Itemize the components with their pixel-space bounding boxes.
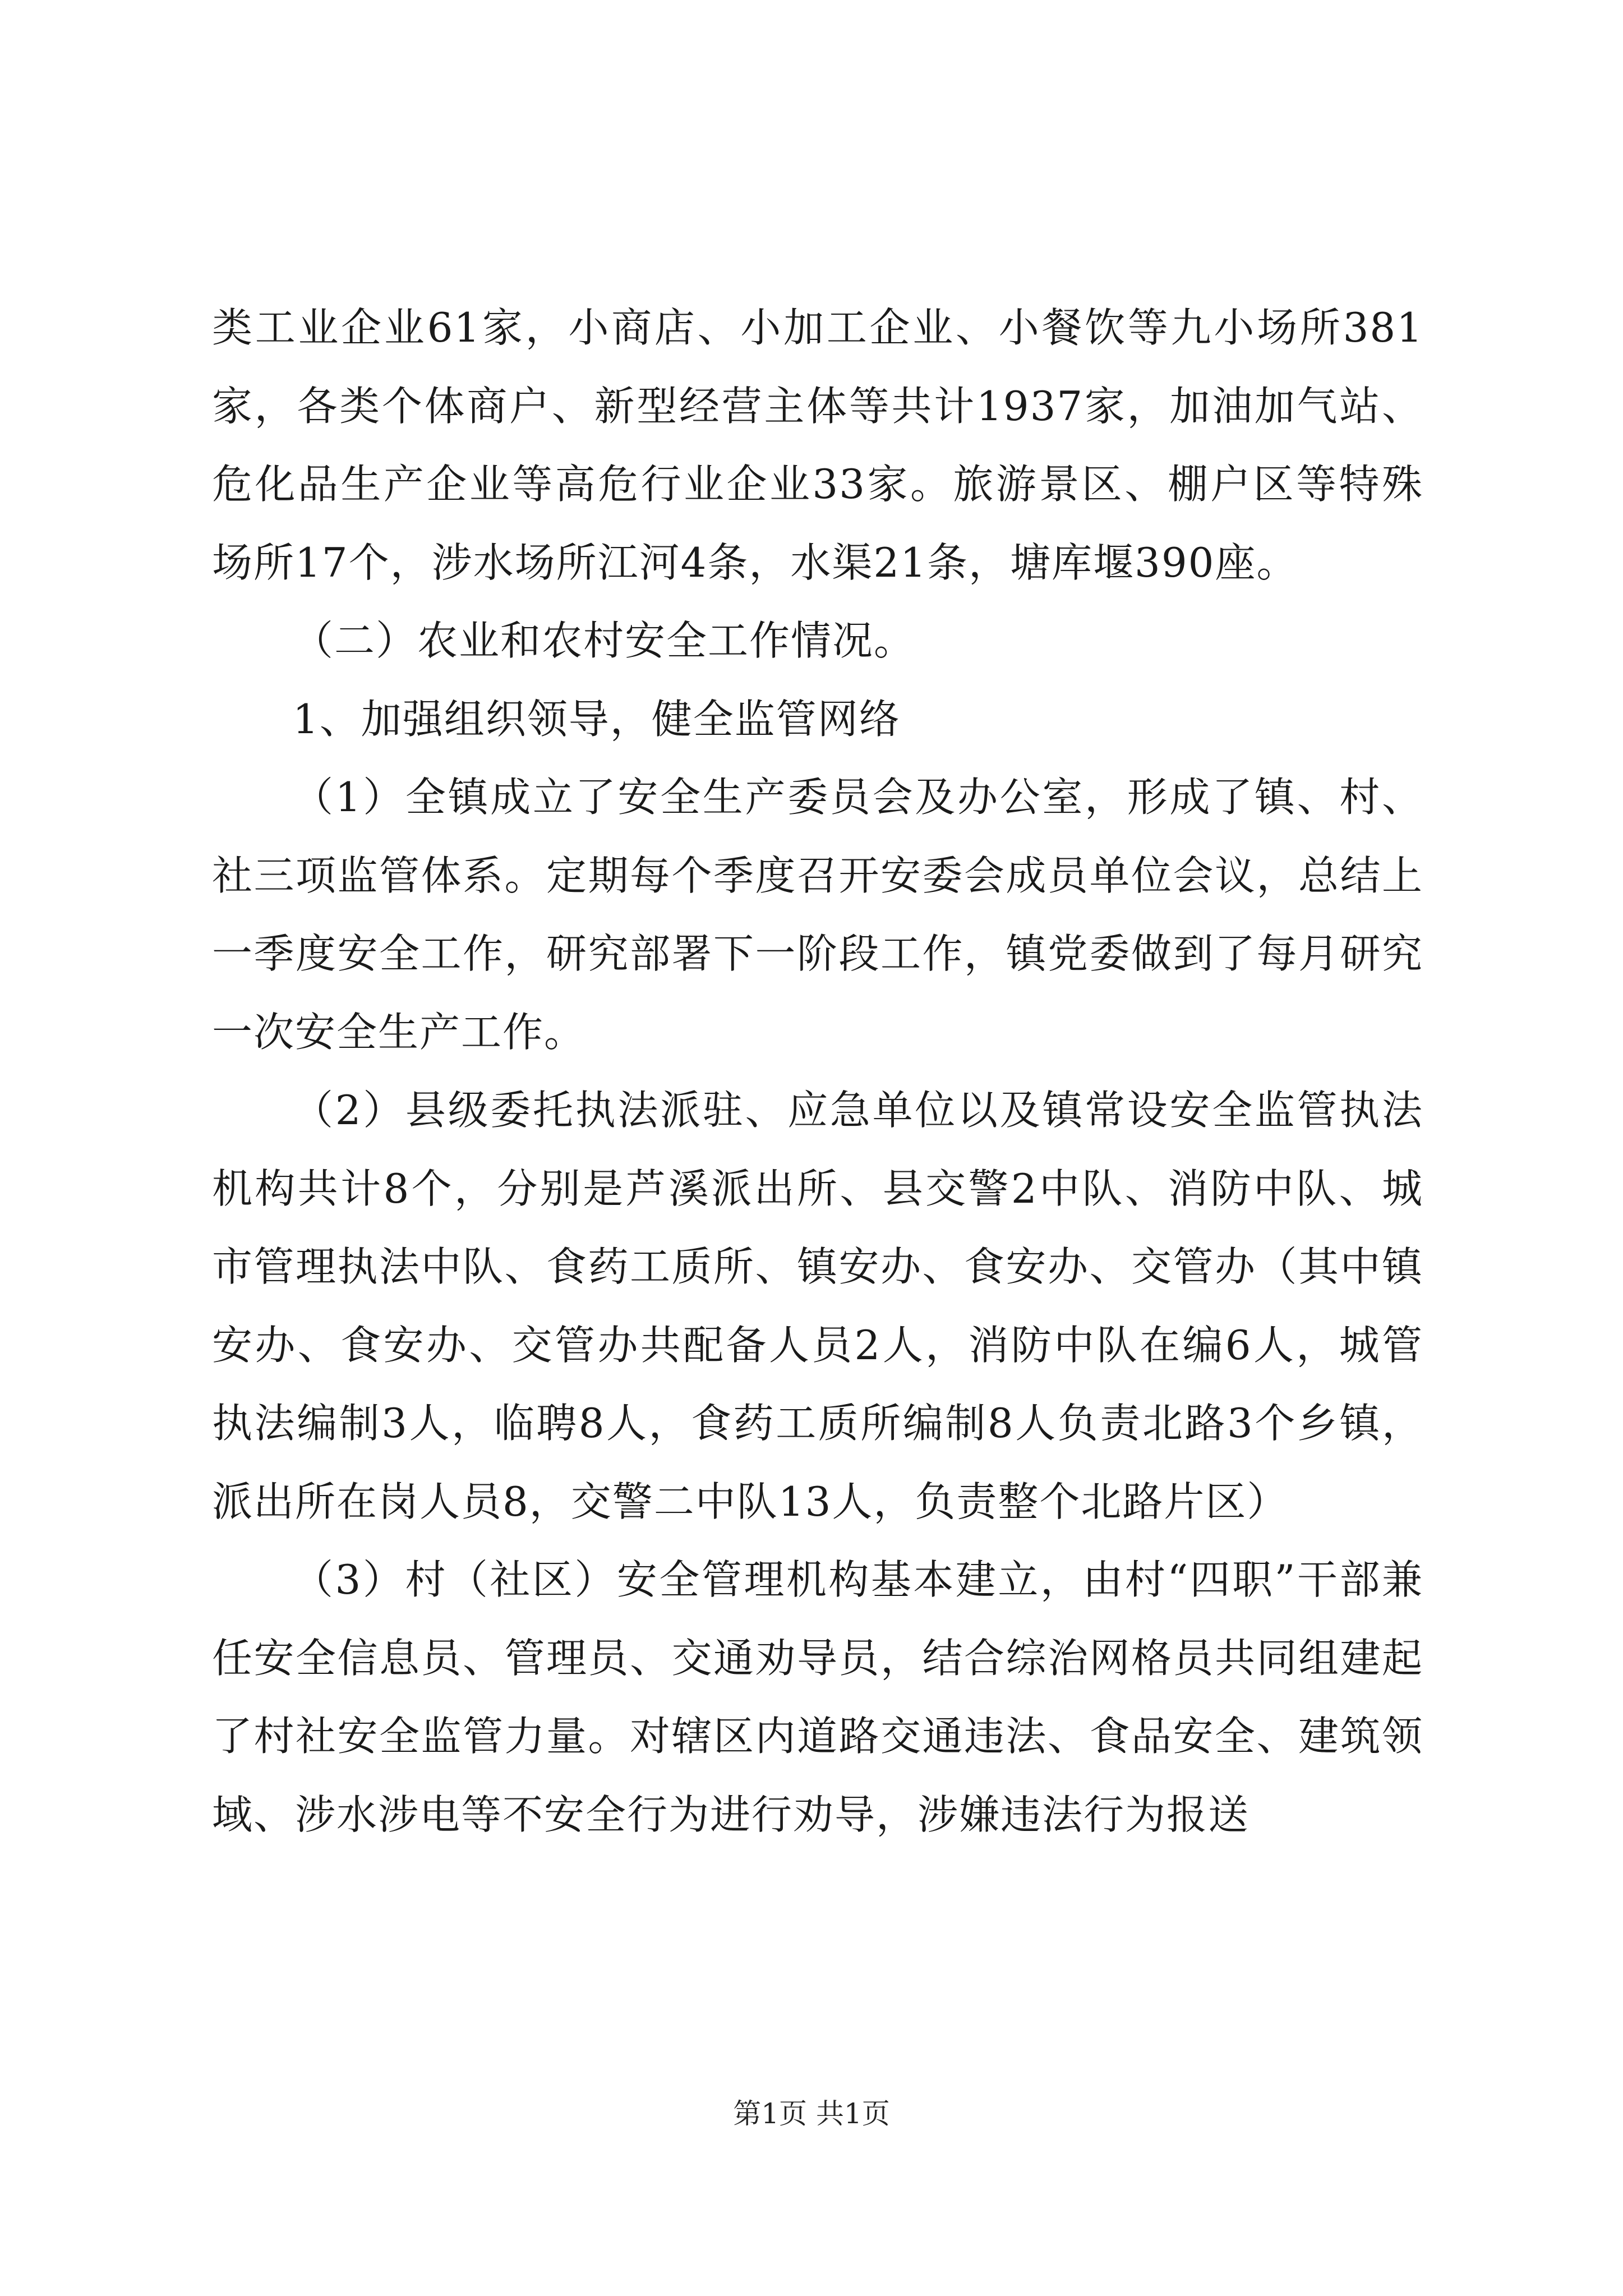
paragraph-4: （1）全镇成立了安全生产委员会及办公室，形成了镇、村、社三项监管体系。定期每个季度召开安委会成员单位会议，总结上一季度安全工作，研究部署下一阶段工作，镇党委做到了每月研究一次安全生产工作。 [212,774,1423,1056]
paragraph-6: （3）村（社区）安全管理机构基本建立，由村“四职”干部兼任安全信息员、管理员、交通劝导员，结合综治网格员共同组建起了村社安全监管力量。对辖区内道路交通违法、食品安全、建筑领域、涉水涉电等不安全行为进行劝导，涉嫌违法行为报送 [212,1556,1423,1838]
paragraph-5: （2）县级委托执法派驻、应急单位以及镇常设安全监管执法机构共计8个，分别是芦溪派出所、县交警2中队、消防中队、城市管理执法中队、食药工质所、镇安办、食安办、交管办（其中镇安办、食安办、交管办共配备人员2人，消防中队在编6人，城管执法编制3人，临聘8人，食药工质所编制8人负责北路3个乡镇，派出所在岗人员8，交警二中队13人，负责整个北路片区） [212,1087,1423,1525]
paragraph-2-heading: （二）农业和农村安全工作情况。 [293,617,916,664]
page-footer: 第1页 共1页 [733,2097,890,2130]
paragraph-3-subheading: 1、加强组织领导，健全监管网络 [293,695,901,743]
paragraph-1: 类工业企业61家，小商店、小加工企业、小餐饮等九小场所381家，各类个体商户、新型经营主体等共计1937家，加油加气站、危化品生产企业等高危行业企业33家。旅游景区、棚户区等特殊场所17个，涉水场所江河4条，水渠21条，塘库堰390座。 [212,304,1423,586]
document-body [212,289,1423,1854]
